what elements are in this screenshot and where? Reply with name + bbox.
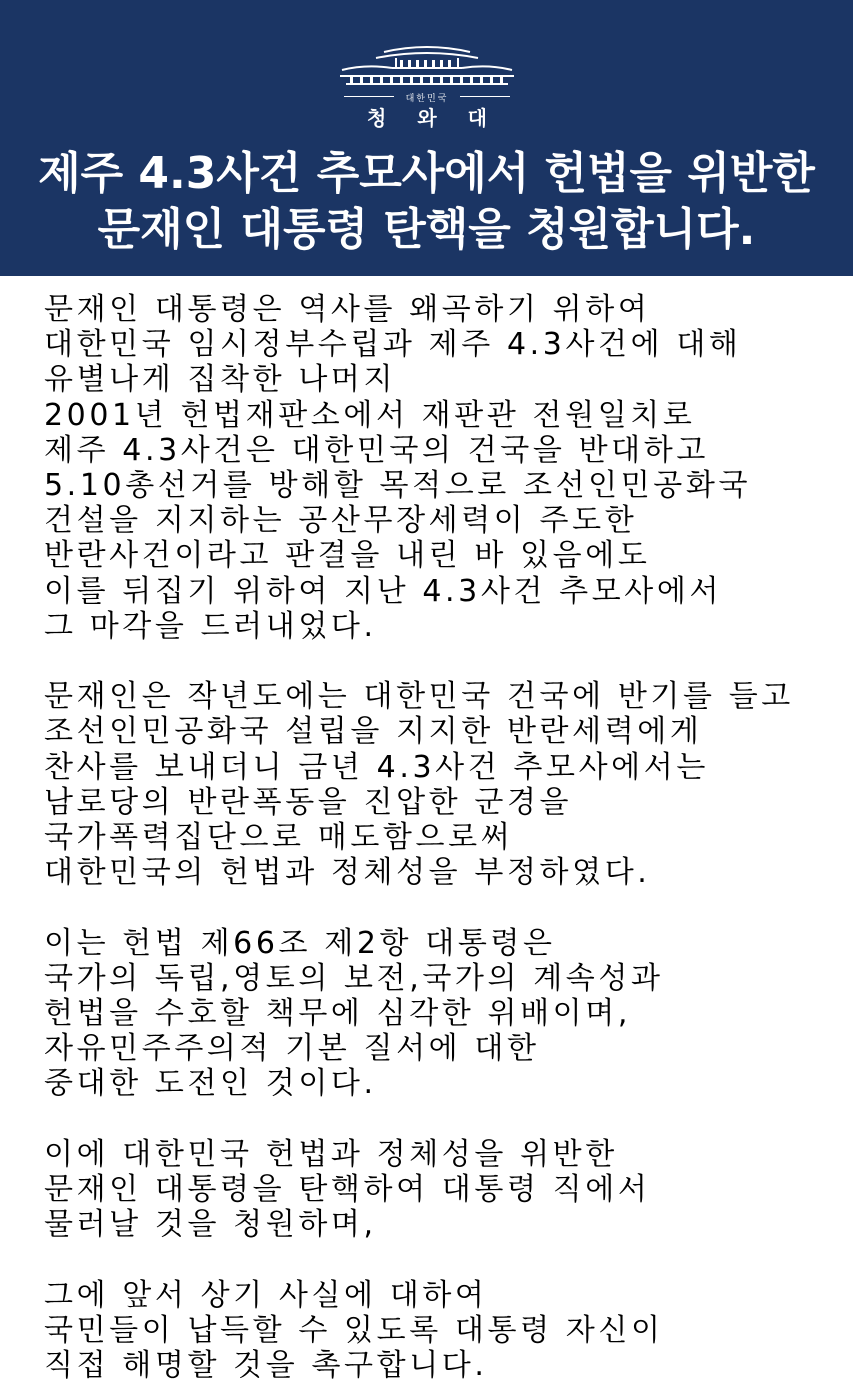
logo-name: 청 와 대 (367, 106, 499, 130)
page-title (0, 146, 853, 258)
text-line: 남로당의 반란폭동을 진압한 군경을 (44, 784, 573, 820)
text-line: 중대한 도전인 것이다. (44, 1066, 377, 1102)
text-line: 문재인은 작년도에는 대한민국 건국에 반기를 들고 (44, 679, 794, 715)
logo-divider-right (460, 96, 510, 97)
text-line: 국민들이 납득할 수 있도록 대통령 자신이 (44, 1312, 664, 1348)
text-line: 국가폭력집단으로 매도함으로써 (44, 820, 514, 856)
text-line: 그에 앞서 상기 사실에 대하여 (44, 1277, 488, 1313)
text-line: 자유민주주의적 기본 질서에 대한 (44, 1031, 540, 1067)
paragraph-3 (44, 926, 844, 1102)
text-line: 헌법을 수호할 책무에 심각한 위배이며, (44, 996, 631, 1032)
text-line: 조선인민공화국 설립을 지지한 반란세력에게 (44, 714, 703, 750)
text-line: 이에 대한민국 헌법과 정체성을 위반한 (44, 1136, 618, 1172)
text-line: 문재인 대통령을 탄핵하여 대통령 직에서 (44, 1172, 651, 1208)
text-line: 5.10총선거를 방해할 목적으로 조선인민공화국 (44, 468, 752, 504)
text-line: 유별나게 집착한 나머지 (44, 362, 397, 398)
text-line: 그 마각을 드러내었다. (44, 608, 377, 644)
title-line: 문재인 대통령 탄핵을 청원합니다. (97, 204, 756, 255)
blue-house-roof-icon (336, 38, 518, 88)
paragraph-5 (44, 1278, 844, 1384)
logo-country-label: 대한민국 (405, 94, 449, 104)
text-line: 대한민국의 헌법과 정체성을 부정하였다. (44, 855, 651, 891)
text-line: 제주 4.3사건은 대한민국의 건국을 반대하고 (44, 432, 709, 468)
text-line: 반란사건이라고 판결을 내린 바 있음에도 (44, 538, 651, 574)
text-line: 건설을 지지하는 공산무장세력이 주도한 (44, 503, 638, 539)
text-line: 직접 해명할 것을 촉구합니다. (44, 1348, 488, 1384)
paragraph-4 (44, 1137, 844, 1243)
petition-body (44, 292, 844, 1383)
text-line: 문재인 대통령은 역사를 왜곡하기 위하여 (44, 292, 651, 327)
text-line: 찬사를 보내더니 금년 4.3사건 추모사에서는 (44, 749, 709, 785)
text-line: 국가의 독립,영토의 보전,국가의 계속성과 (44, 960, 664, 996)
text-line: 2001년 헌법재판소에서 재판관 전원일치로 (44, 397, 696, 433)
text-line: 이는 헌법 제66조 제2항 대통령은 (44, 925, 556, 961)
text-line: 물러날 것을 청원하며, (44, 1207, 377, 1243)
title-line: 제주 4.3사건 추모사에서 헌법을 위반한 (38, 148, 815, 199)
paragraph-2 (44, 679, 844, 890)
paragraph-1 (44, 292, 844, 644)
cheongwadae-logo (336, 38, 518, 138)
text-line: 대한민국 임시정부수립과 제주 4.3사건에 대해 (44, 327, 742, 363)
header-banner (0, 0, 853, 276)
text-line: 이를 뒤집기 위하여 지난 4.3사건 추모사에서 (44, 573, 723, 609)
